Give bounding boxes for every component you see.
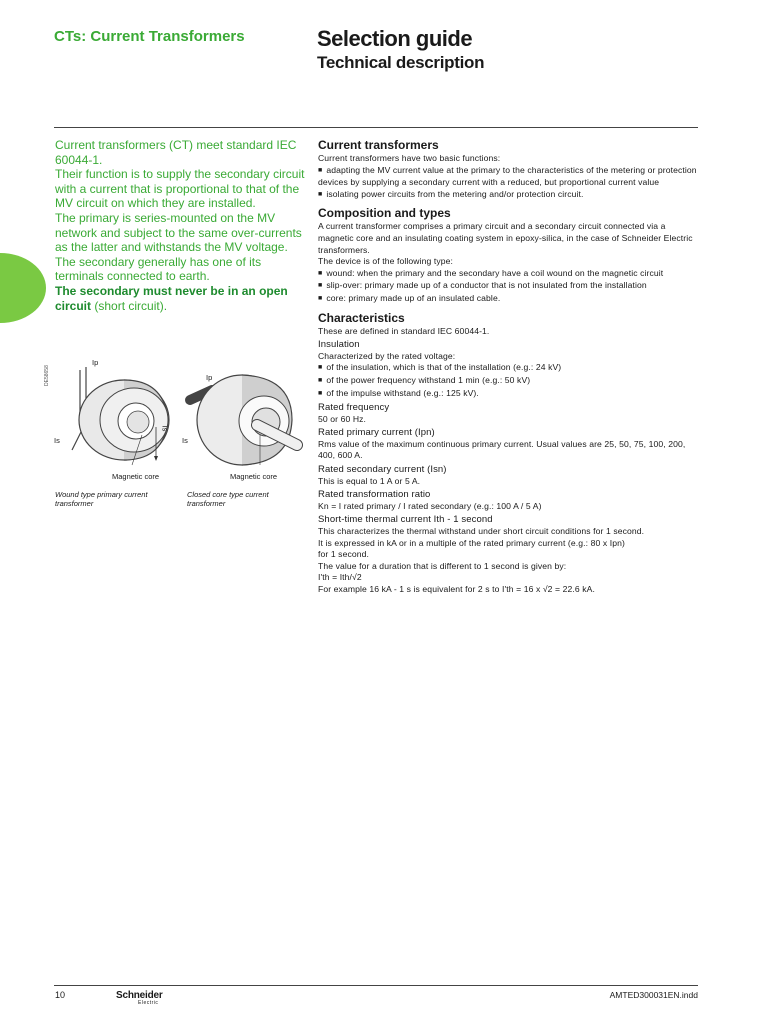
intro-paragraph: The primary is series-mounted on the MV network and subject to the same over-currents as the latter and withstands the MV voltage. — [55, 210, 302, 255]
composition-text2: The device is of the following type: — [318, 256, 453, 267]
composition-item: ■ slip-over: primary made up of a conductor that is not insulated from the installation — [318, 280, 702, 293]
wound-is-label: Is — [54, 436, 60, 445]
primary-current-title: Rated primary current (Ipn) — [318, 427, 435, 439]
thermal-example: For example 16 kA - 1 s is equivalent for 2 s to I'th = 16 x √2 = 22.6 kA. — [318, 584, 595, 594]
heading-composition: Composition and types — [318, 206, 451, 221]
technical-text — [318, 138, 702, 596]
composition-item: ■ wound: when the primary and the secondary have a coil wound on the magnetic circuit — [318, 268, 702, 281]
header-divider — [54, 127, 698, 128]
chapter-tab — [0, 253, 46, 323]
wound-caption: Wound type primary current transformer — [55, 490, 148, 508]
secondary-current-text: This is equal to 1 A or 5 A. — [318, 475, 421, 486]
intro-text — [55, 138, 305, 313]
page-title: Selection guide — [317, 26, 473, 51]
ratio-text: Kn = I rated primary / I rated secondary (e.g.: 100 A / 5 A) — [318, 500, 542, 511]
composition-item: ■ core: primary made up of an insulated cable. — [318, 293, 702, 306]
schneider-logo: Schneider — [116, 990, 163, 1001]
characteristics-intro: These are defined in standard IEC 60044-1. — [318, 325, 490, 336]
insulation-title: Insulation — [318, 339, 360, 351]
warning-bold: The secondary must never be in an open circuit — [55, 283, 288, 313]
wound-ct-drawing — [72, 367, 169, 465]
closed-is-label: Is — [182, 436, 188, 445]
ct-figures — [52, 355, 312, 485]
ct-intro: Current transformers have two basic functions: — [318, 153, 501, 163]
insulation-item: ■ of the insulation, which is that of the installation (e.g.: 24 kV) — [318, 362, 702, 375]
figure-ref — [44, 356, 48, 386]
insulation-item: ■ of the power frequency withstand 1 min (e.g.: 50 kV) — [318, 375, 702, 388]
thermal-text: This characterizes the thermal withstand under short circuit conditions for 1 second. — [318, 526, 645, 537]
heading-current-transformers: Current transformers — [318, 138, 439, 152]
thermal-formula: I'th = Ith/√2 — [318, 572, 362, 583]
closed-ip-label: Ip — [206, 373, 213, 382]
thermal-text: It is expressed in kA or in a multiple of the rated primary current (e.g.: 80 x Ipn) — [318, 537, 625, 548]
thermal-title: Short-time thermal current Ith - 1 second — [318, 514, 493, 526]
frequency-value: 50 or 60 Hz. — [318, 413, 367, 424]
primary-current-text: Rms value of the maximum continuous primary current. Usual values are 25, 50, 75, 100, 200, 400, 600 A. — [318, 438, 686, 461]
secondary-current-title: Rated secondary current (Isn) — [318, 464, 447, 476]
closed-caption: Closed core type current transformer — [187, 490, 269, 508]
thermal-text: for 1 second. — [318, 549, 369, 560]
ratio-title: Rated transformation ratio — [318, 489, 431, 501]
warning-rest: (short circuit). — [91, 298, 168, 313]
insulation-intro: Characterized by the rated voltage: — [318, 350, 456, 361]
heading-characteristics: Characteristics — [318, 310, 405, 325]
thermal-text: The value for a duration that is different to 1 second is given by: — [318, 560, 567, 571]
composition-text: A current transformer comprises a primary circuit and a secondary circuit connected via a magnetic core and an insulating coating system in epoxy-silica, in the case of Schneider Electric transformers. — [318, 221, 693, 255]
closed-ct-drawing — [190, 375, 297, 465]
intro-paragraph: Current transformers (CT) meet standard IEC 60044-1. — [55, 138, 297, 167]
wound-ip-label: Ip — [92, 358, 99, 367]
intro-warning — [55, 284, 305, 313]
figure-ref-code: DE58658 — [44, 365, 50, 386]
intro-paragraph: The secondary generally has one of its terminals connected to earth. — [55, 254, 262, 284]
insulation-item: ■ of the impulse withstand (e.g.: 125 kV). — [318, 388, 702, 401]
schneider-logo-sub: Electric — [138, 1000, 159, 1006]
page-number: 10 — [55, 990, 66, 1000]
ct-item: ■ isolating power circuits from the metering and/or protection circuit. — [318, 189, 702, 202]
wound-is-vertical-label: Is — [160, 425, 170, 432]
intro-paragraph: Their function is to supply the secondary circuit with a current that is proportional to that of the MV circuit on which they are installed. — [55, 167, 305, 211]
frequency-title: Rated frequency — [318, 402, 390, 414]
file-name: AMTED300031EN.indd — [609, 990, 698, 1000]
closed-core-label: Magnetic core — [230, 472, 278, 481]
wound-core-label: Magnetic core — [112, 472, 160, 481]
page-subtitle: Technical description — [317, 53, 485, 72]
ct-item: ■ adapting the MV current value at the primary to the characteristics of the metering or protection devices by supplying a secondary current with a reduced, but proportional current value — [318, 165, 702, 189]
footer-divider — [54, 985, 698, 986]
section-title: CTs: Current Transformers — [54, 28, 245, 45]
